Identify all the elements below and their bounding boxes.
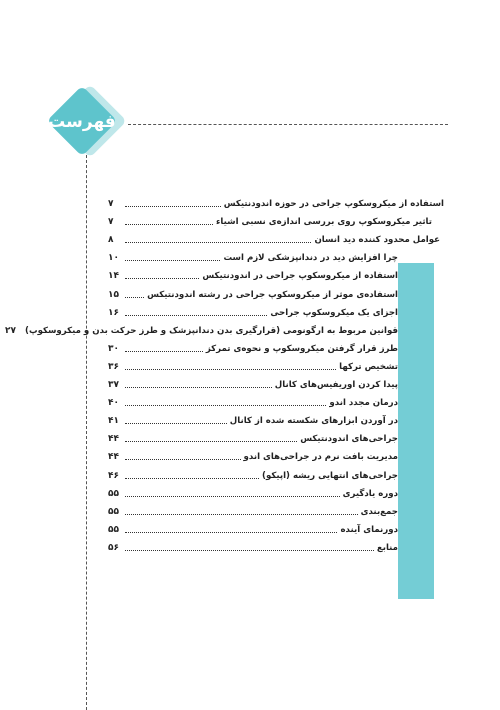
toc-entry[interactable] xyxy=(108,210,444,228)
toc-entry-title: عوامل محدود کننده دید انسان xyxy=(314,235,440,246)
toc-entry-page-number: ۱۰ xyxy=(108,253,119,264)
toc-entry-title: پیدا کردن اوریفیس‌های کانال xyxy=(274,380,398,391)
toc-entry-title: استفاده از میکروسکوپ جراحی در حوزه اندودنتیکس xyxy=(223,199,444,210)
dot-leader xyxy=(125,369,336,370)
dot-leader xyxy=(125,206,221,207)
toc-entry-page-number: ۸ xyxy=(108,235,114,246)
toc-entry-title: جراحی‌های انتهایی ریشه (اپیکو) xyxy=(262,470,398,481)
toc-entry-page-number: ۴۶ xyxy=(108,470,119,481)
toc-entry[interactable] xyxy=(108,192,444,210)
toc-entry-page-number: ۱۶ xyxy=(108,307,119,318)
toc-entry-title: استفاده از میکروسکوپ جراحی در اندودنتیکس xyxy=(202,271,398,282)
dot-leader xyxy=(125,315,267,316)
toc-entry[interactable] xyxy=(108,445,398,463)
toc-entry-title: چرا افزایش دید در دندانپزشکی لازم است xyxy=(223,253,398,264)
toc-entry-page-number: ۳۰ xyxy=(108,343,119,354)
table-of-contents xyxy=(5,192,444,554)
toc-entry[interactable] xyxy=(108,246,398,264)
toc-entry-page-number: ۵۵ xyxy=(108,524,119,535)
toc-entry-title: استفاده‌ی موثر از میکروسکوپ جراحی در رشته اندودنتیکس xyxy=(147,289,398,300)
dot-leader xyxy=(125,387,272,388)
toc-entry[interactable] xyxy=(108,355,398,373)
dot-leader xyxy=(125,297,144,298)
page-title: فهرست xyxy=(48,112,116,132)
toc-entry-page-number: ۴۱ xyxy=(108,416,119,427)
toc-entry[interactable] xyxy=(108,518,398,536)
toc-entry[interactable] xyxy=(108,264,398,282)
toc-entry-title: اجزای یک میکروسکوپ جراحی xyxy=(270,307,398,318)
toc-entry-page-number: ۴۰ xyxy=(108,398,119,409)
dot-leader xyxy=(125,423,227,424)
dot-leader xyxy=(125,532,337,533)
toc-entry-title: قوانین مربوط به ارگونومی (قرارگیری بدن دندانپزشک و طرز حرکت بدن و میکروسکوپ) xyxy=(25,325,398,336)
toc-entry-title: منابع xyxy=(376,542,398,553)
toc-entry[interactable] xyxy=(5,319,398,337)
toc-entry-title: دورنمای آینده xyxy=(340,524,398,535)
dot-leader xyxy=(125,496,340,497)
dot-leader xyxy=(125,242,311,243)
toc-entry-title: مدیریت بافت نرم در جراحی‌های اندو xyxy=(243,452,398,463)
toc-entry[interactable] xyxy=(108,391,398,409)
toc-entry-page-number: ۴۴ xyxy=(108,434,119,445)
toc-entry[interactable] xyxy=(108,500,398,518)
toc-entry-page-number: ۲۷ xyxy=(5,325,17,336)
toc-entry-page-number: ۷ xyxy=(108,199,114,210)
toc-entry-title: تاثیر میکروسکوپ روی بررسی اندازه‌ی نسبی اشیاء xyxy=(216,217,432,228)
dot-leader xyxy=(125,478,259,479)
dot-leader xyxy=(125,405,326,406)
toc-entry-title: طرز قرار گرفتن میکروسکوپ و نحوه‌ی تمرکز xyxy=(205,343,398,354)
toc-entry-title: در آوردن ابزارهای شکسته شده از کانال xyxy=(229,416,398,427)
toc-entry[interactable] xyxy=(108,482,398,500)
dot-leader xyxy=(125,260,220,261)
dot-leader xyxy=(125,459,241,460)
dot-leader xyxy=(125,514,358,515)
toc-entry-page-number: ۱۵ xyxy=(108,289,119,300)
dot-leader xyxy=(125,224,213,225)
toc-entry[interactable] xyxy=(108,373,398,391)
toc-entry[interactable] xyxy=(108,427,398,445)
toc-entry-page-number: ۵۵ xyxy=(108,506,119,517)
dot-leader xyxy=(125,278,199,279)
dot-leader xyxy=(125,550,374,551)
toc-entry-page-number: ۷ xyxy=(108,217,114,228)
toc-entry-page-number: ۵۵ xyxy=(108,488,119,499)
toc-entry-title: جراحی‌های اندودنتیکس xyxy=(300,434,398,445)
toc-entry-title: درمان مجدد اندو xyxy=(329,398,398,409)
toc-entry-title: جمع‌بندی xyxy=(360,506,398,517)
toc-entry[interactable] xyxy=(108,463,398,481)
toc-entry-title: دوره یادگیری xyxy=(342,488,398,499)
toc-entry-page-number: ۳۷ xyxy=(108,380,119,391)
toc-entry[interactable] xyxy=(108,409,398,427)
toc-entry[interactable] xyxy=(108,228,444,246)
dot-leader xyxy=(125,441,297,442)
toc-entry[interactable] xyxy=(108,282,398,300)
toc-entry-page-number: ۱۴ xyxy=(108,271,119,282)
toc-entry-page-number: ۵۶ xyxy=(108,542,119,553)
toc-entry[interactable] xyxy=(108,337,398,355)
toc-entry-page-number: ۳۶ xyxy=(108,361,119,372)
dot-leader xyxy=(125,351,203,352)
header-dashed-line xyxy=(128,124,448,125)
toc-entry-page-number: ۴۴ xyxy=(108,452,119,463)
toc-entry-title: تشخیص ترکها xyxy=(339,361,398,372)
toc-entry[interactable] xyxy=(108,536,398,554)
toc-entry[interactable] xyxy=(108,301,398,319)
margin-dashed-line xyxy=(86,150,87,710)
